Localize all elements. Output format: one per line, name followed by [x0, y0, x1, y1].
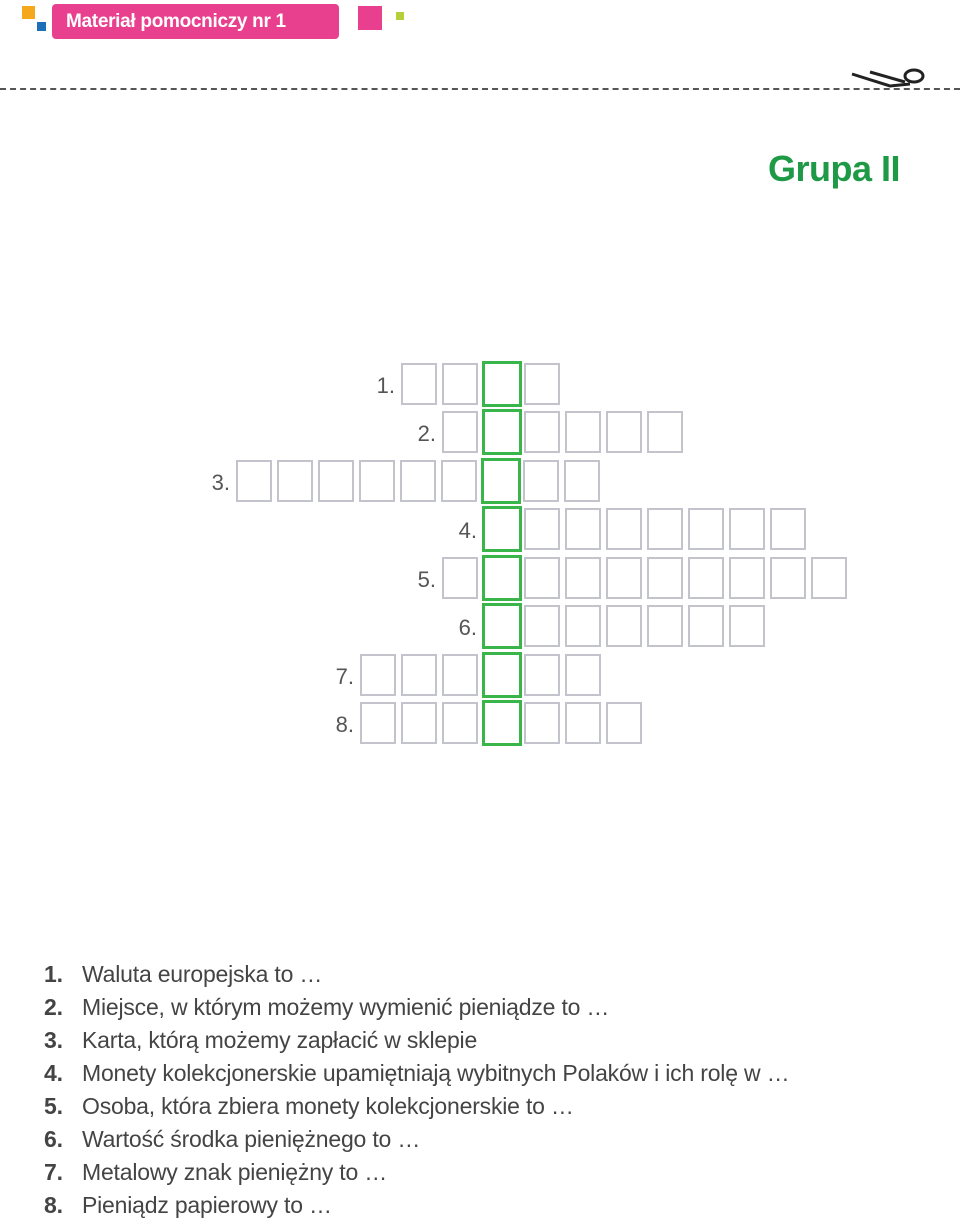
crossword-cell[interactable]	[688, 508, 724, 550]
crossword-key-cell[interactable]	[482, 506, 522, 552]
clue-text: Pieniądz papierowy to …	[82, 1192, 332, 1218]
crossword-cell[interactable]	[811, 557, 847, 599]
crossword-cell[interactable]	[524, 508, 560, 550]
crossword-cell[interactable]	[688, 557, 724, 599]
crossword-cell[interactable]	[442, 654, 478, 696]
crossword-cell[interactable]	[770, 557, 806, 599]
clue-number: 6.	[44, 1126, 63, 1152]
crossword-cell[interactable]	[606, 702, 642, 744]
clue-item	[44, 991, 789, 1024]
crossword-cell[interactable]	[360, 702, 396, 744]
decor-square-green	[396, 12, 404, 20]
crossword-cell[interactable]	[524, 702, 560, 744]
clue-number: 2.	[44, 994, 63, 1020]
clue-number: 4.	[44, 1060, 63, 1086]
clue-text: Miejsce, w którym możemy wymienić pieniądze to …	[82, 994, 610, 1020]
crossword-cell[interactable]	[523, 460, 559, 502]
header-badge: Materiał pomocniczy nr 1	[52, 4, 339, 39]
crossword-cell[interactable]	[400, 460, 436, 502]
clue-item	[44, 1123, 789, 1156]
clue-item	[44, 1057, 789, 1090]
clue-text: Osoba, która zbiera monety kolekcjonerskie to …	[82, 1093, 574, 1119]
crossword-key-cell[interactable]	[482, 409, 522, 455]
crossword-cell[interactable]	[729, 508, 765, 550]
clue-number: 8.	[44, 1192, 63, 1218]
crossword-cell[interactable]	[564, 460, 600, 502]
clue-item	[44, 1024, 789, 1057]
crossword-key-cell[interactable]	[482, 555, 522, 601]
clue-text: Wartość środka pieniężnego to …	[82, 1126, 421, 1152]
crossword-row-number: 8.	[335, 712, 354, 737]
crossword-cell[interactable]	[647, 508, 683, 550]
crossword-cell[interactable]	[565, 605, 601, 647]
crossword-cell[interactable]	[401, 702, 437, 744]
crossword-cell[interactable]	[688, 605, 724, 647]
crossword-row-number: 4.	[458, 518, 477, 543]
crossword-cell[interactable]	[441, 460, 477, 502]
crossword-cell[interactable]	[442, 557, 478, 599]
crossword-cell[interactable]	[442, 702, 478, 744]
crossword-cell[interactable]	[359, 460, 395, 502]
clue-text: Monety kolekcjonerskie upamiętniają wybitnych Polaków i ich rolę w …	[82, 1060, 790, 1086]
crossword-cell[interactable]	[729, 557, 765, 599]
clue-item	[44, 1156, 789, 1189]
crossword-cell[interactable]	[565, 557, 601, 599]
crossword-key-cell[interactable]	[482, 652, 522, 698]
crossword-cell[interactable]	[524, 363, 560, 405]
clue-item	[44, 1090, 789, 1123]
crossword-cell[interactable]	[647, 605, 683, 647]
clue-list	[44, 958, 789, 1222]
crossword-cell[interactable]	[360, 654, 396, 696]
crossword-cell[interactable]	[565, 411, 601, 453]
clue-text: Waluta europejska to …	[82, 961, 323, 987]
scissors-icon	[850, 64, 930, 94]
crossword-cell[interactable]	[524, 557, 560, 599]
crossword-key-cell[interactable]	[482, 603, 522, 649]
clue-number: 7.	[44, 1159, 63, 1185]
crossword-cell[interactable]	[524, 411, 560, 453]
decor-square-orange	[22, 6, 35, 19]
crossword-cell[interactable]	[277, 460, 313, 502]
crossword-cell[interactable]	[606, 508, 642, 550]
clue-text: Metalowy znak pieniężny to …	[82, 1159, 388, 1185]
clue-number: 1.	[44, 961, 63, 987]
crossword-cell[interactable]	[606, 605, 642, 647]
clue-number: 3.	[44, 1027, 63, 1053]
crossword-cell[interactable]	[401, 363, 437, 405]
crossword-cell[interactable]	[565, 508, 601, 550]
decor-square-pink	[358, 6, 382, 30]
crossword-cell[interactable]	[318, 460, 354, 502]
cut-line	[0, 88, 960, 90]
crossword-row-number: 7.	[335, 664, 354, 689]
crossword-row-number: 2.	[417, 421, 436, 446]
crossword-cell[interactable]	[606, 411, 642, 453]
crossword-cell[interactable]	[770, 508, 806, 550]
crossword-cell[interactable]	[606, 557, 642, 599]
crossword-row-number: 5.	[417, 567, 436, 592]
crossword-row-number: 1.	[376, 373, 395, 398]
crossword-cell[interactable]	[442, 411, 478, 453]
decor-square-blue	[37, 22, 46, 31]
clue-item	[44, 1189, 789, 1222]
clue-number: 5.	[44, 1093, 63, 1119]
crossword-cell[interactable]	[442, 363, 478, 405]
crossword-key-cell[interactable]	[482, 361, 522, 407]
crossword-key-cell[interactable]	[481, 458, 521, 504]
crossword-cell[interactable]	[524, 654, 560, 696]
crossword-key-cell[interactable]	[482, 700, 522, 746]
crossword-row-number: 6.	[458, 615, 477, 640]
crossword-cell[interactable]	[524, 605, 560, 647]
crossword-cell[interactable]	[565, 654, 601, 696]
crossword-cell[interactable]	[236, 460, 272, 502]
clue-text: Karta, którą możemy zapłacić w sklepie	[82, 1027, 478, 1053]
clue-item	[44, 958, 789, 991]
crossword-cell[interactable]	[647, 557, 683, 599]
crossword-cell[interactable]	[647, 411, 683, 453]
crossword-cell[interactable]	[565, 702, 601, 744]
crossword-cell[interactable]	[729, 605, 765, 647]
crossword-row-number: 3.	[211, 470, 230, 495]
group-title: Grupa II	[767, 148, 900, 189]
crossword-cell[interactable]	[401, 654, 437, 696]
